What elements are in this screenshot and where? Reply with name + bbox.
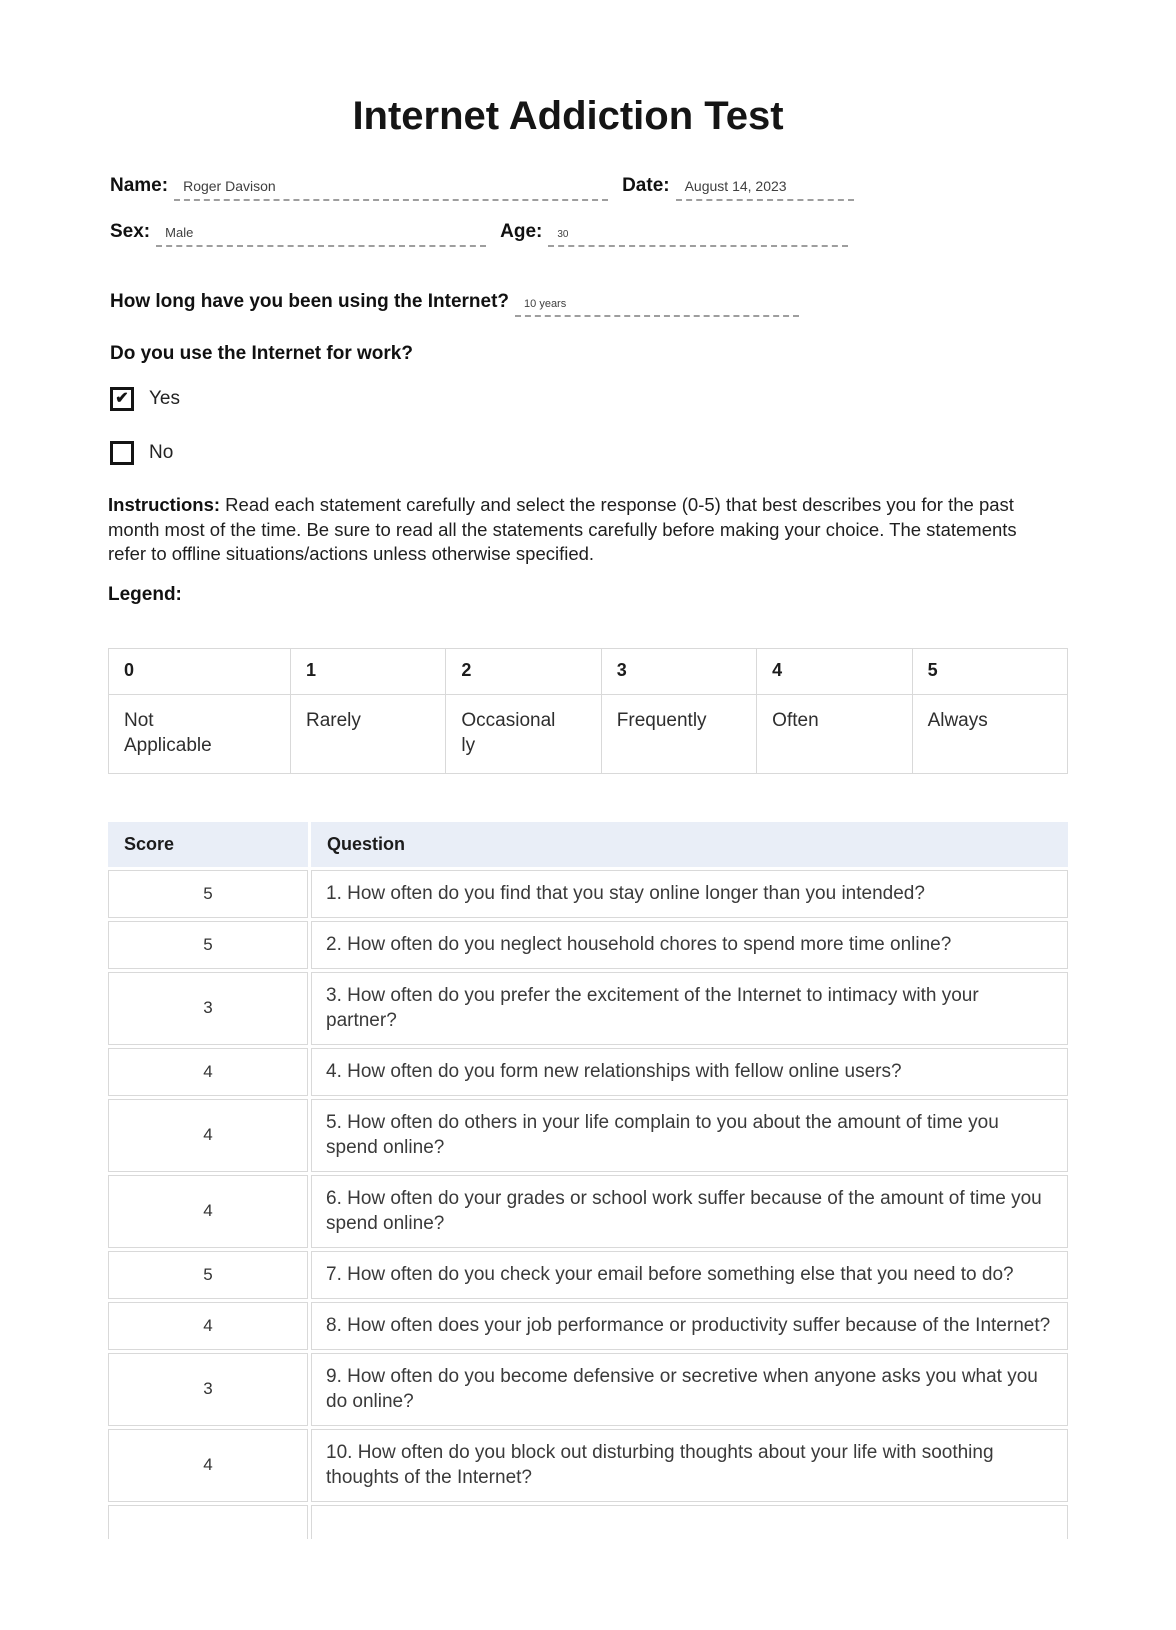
date-label: Date: [622, 175, 670, 196]
table-row [108, 1302, 1068, 1350]
name-date-row [110, 175, 1068, 201]
work-option-yes [110, 385, 1068, 412]
legend-meaning-cell [912, 694, 1067, 773]
table-row [108, 1429, 1068, 1502]
question-cell: 2. How often do you neglect household chores to spend more time online? [311, 921, 1068, 969]
score-cell[interactable]: 3 [108, 972, 308, 1045]
score-cell[interactable]: 5 [108, 1251, 308, 1299]
question-cell: 3. How often do you prefer the excitement of the Internet to intimacy with your partner? [311, 972, 1068, 1045]
table-row [108, 1099, 1068, 1172]
legend-meaning-cell [291, 694, 446, 773]
document-content [108, 0, 1068, 1539]
name-label: Name: [110, 175, 169, 196]
date-value: August 14, 2023 [684, 178, 787, 194]
sex-label: Sex: [110, 221, 151, 242]
page-title: Internet Addiction Test [352, 94, 784, 138]
question-column-header: Question [311, 822, 1068, 867]
work-options [108, 385, 1068, 466]
duration-value: 10 years [524, 298, 567, 310]
question-cell: 4. How often do you form new relationships with fellow online users? [311, 1048, 1068, 1096]
legend-meaning-cell [446, 694, 601, 773]
question-cell: 8. How often does your job performance or productivity suffer because of the Internet? [311, 1302, 1068, 1350]
unchecked-checkbox-icon[interactable] [110, 441, 134, 465]
score-cell[interactable]: 4 [108, 1429, 308, 1502]
legend-value-cell: 4 [757, 648, 912, 694]
duration-label: How long have you been using the Internet? [110, 291, 510, 312]
age-value: 30 [557, 229, 569, 240]
question-cell: 1. How often do you find that you stay online longer than you intended? [311, 870, 1068, 918]
legend-meaning-text: Not Applicable [124, 709, 212, 756]
legend-meaning-text: Occasionally [461, 709, 556, 756]
question-cell: 10. How often do you block out disturbing thoughts about your life with soothing thoughts of the Internet? [311, 1429, 1068, 1502]
name-field[interactable] [174, 178, 608, 201]
sex-value: Male [165, 225, 194, 240]
questions-table [108, 822, 1068, 1539]
work-question-label: Do you use the Internet for work? [110, 343, 413, 364]
table-row [108, 972, 1068, 1045]
duration-field[interactable] [515, 294, 799, 317]
legend-label: Legend: [108, 583, 182, 605]
score-cell[interactable]: 5 [108, 921, 308, 969]
table-row-partial [108, 1505, 1068, 1539]
duration-row [110, 291, 1068, 317]
instructions-paragraph [108, 493, 1043, 567]
legend-meaning-text: Always [927, 709, 988, 731]
table-row [108, 921, 1068, 969]
table-row [108, 1353, 1068, 1426]
score-cell[interactable]: 5 [108, 870, 308, 918]
date-field[interactable] [676, 178, 854, 201]
legend-meaning-text: Rarely [306, 709, 361, 731]
legend-value-cell: 1 [291, 648, 446, 694]
table-row [108, 1251, 1068, 1299]
legend-value-cell: 0 [109, 648, 291, 694]
questions-header-row [108, 822, 1068, 867]
instructions-text: Read each statement carefully and select the response (0-5) that best describes you for the past month most of the time. Be sure to read all the statements carefully before making your choice. The statements refer to offline situations/actions unless otherwise specified. [108, 494, 1017, 564]
score-cell[interactable]: 4 [108, 1099, 308, 1172]
sex-field[interactable] [156, 224, 486, 247]
legend-table [108, 648, 1068, 774]
table-row [108, 1048, 1068, 1096]
name-value: Roger Davison [183, 178, 276, 194]
legend-value-cell: 2 [446, 648, 601, 694]
question-cell: 6. How often do your grades or school work suffer because of the amount of time you spend online? [311, 1175, 1068, 1248]
table-row [108, 1175, 1068, 1248]
questions-body [108, 870, 1068, 1539]
checked-checkbox-icon[interactable]: ✔ [110, 387, 134, 411]
age-label: Age: [500, 221, 543, 242]
legend-meaning-cell [109, 694, 291, 773]
sex-age-row [110, 221, 1068, 247]
legend-value-cell: 3 [601, 648, 756, 694]
legend-meaning-cell [757, 694, 912, 773]
question-cell: 5. How often do others in your life complain to you about the amount of time you spend online? [311, 1099, 1068, 1172]
legend-meanings-row [109, 694, 1068, 773]
score-cell[interactable] [108, 1505, 308, 1539]
score-cell[interactable]: 4 [108, 1175, 308, 1248]
legend-value-cell: 5 [912, 648, 1067, 694]
age-field[interactable] [548, 224, 848, 247]
legend-values-row [109, 648, 1068, 694]
work-option-no [110, 439, 1068, 466]
question-cell: 7. How often do you check your email before something else that you need to do? [311, 1251, 1068, 1299]
score-cell[interactable]: 3 [108, 1353, 308, 1426]
table-row [108, 870, 1068, 918]
score-cell[interactable]: 4 [108, 1302, 308, 1350]
legend-meaning-cell [601, 694, 756, 773]
checkbox-label: No [149, 441, 174, 463]
question-cell: 9. How often do you become defensive or secretive when anyone asks you what you do online? [311, 1353, 1068, 1426]
instructions-label: Instructions: [108, 494, 221, 515]
score-column-header: Score [108, 822, 308, 867]
checkbox-label: Yes [149, 387, 180, 409]
legend-meaning-text: Frequently [616, 709, 707, 731]
question-cell [311, 1505, 1068, 1539]
score-cell[interactable]: 4 [108, 1048, 308, 1096]
legend-meaning-text: Often [772, 709, 819, 731]
